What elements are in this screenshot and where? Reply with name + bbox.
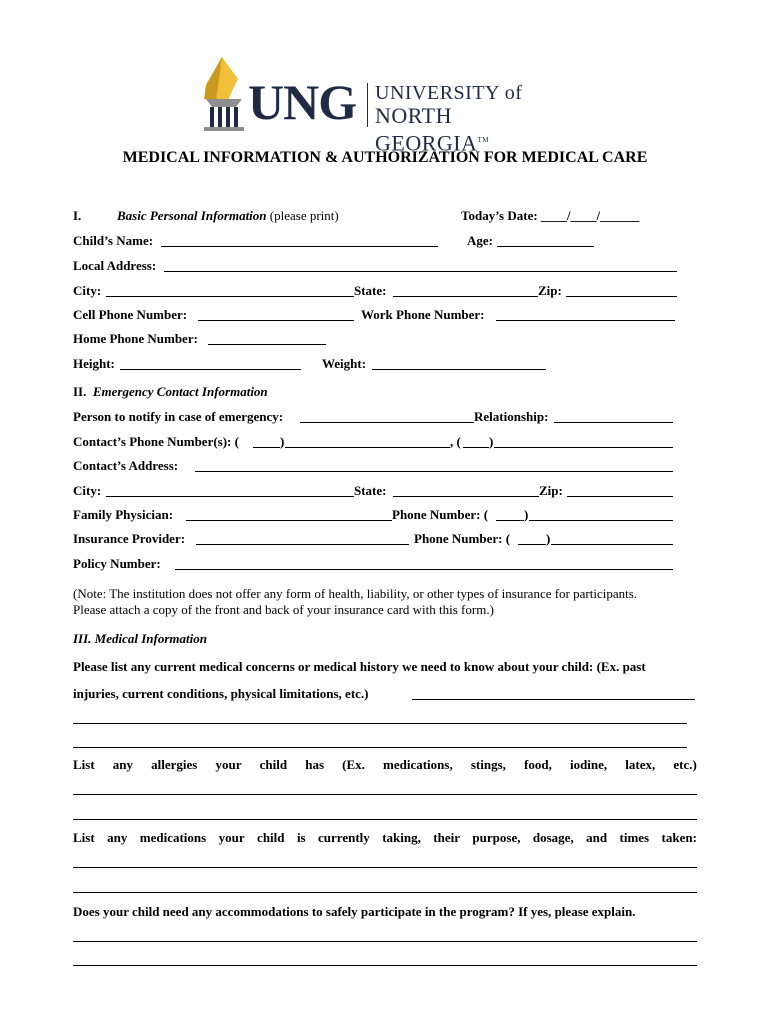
medications-prompt-word: is <box>296 830 306 845</box>
allergies-prompt-word: stings, <box>470 757 506 772</box>
allergies-prompt-word: (Ex. <box>342 757 365 772</box>
insurance-phone-label: Phone Number: ( <box>414 531 511 546</box>
insurance-provider-field[interactable] <box>196 544 409 545</box>
relationship-label: Relationship: <box>474 409 549 424</box>
physician-phone-area[interactable] <box>496 520 524 521</box>
accommodations-field-2[interactable] <box>73 965 697 966</box>
age-label: Age: <box>467 233 493 248</box>
childs-name-label: Child’s Name: <box>73 233 154 248</box>
cell-phone-field[interactable] <box>198 320 354 321</box>
allergies-prompt-word: List <box>73 757 95 772</box>
contact-state-label: State: <box>354 483 387 498</box>
zip-label: Zip: <box>538 283 562 298</box>
accommodations-prompt: Does your child need any accommodations to safely participate in the program? If yes, please explain. <box>73 904 636 919</box>
allergies-prompt-word: iodine, <box>569 757 608 772</box>
medications-prompt-word: any <box>107 830 128 845</box>
height-field[interactable] <box>120 369 301 370</box>
contact-phone-2-field[interactable] <box>494 447 673 448</box>
medications-prompt-word: currently <box>318 830 370 845</box>
childs-name-field[interactable] <box>161 246 438 247</box>
family-physician-field[interactable] <box>186 520 392 521</box>
medical-concerns-field-2[interactable] <box>73 723 687 724</box>
section-2-heading: II. Emergency Contact Information <box>73 384 268 399</box>
allergies-prompt-word: food, <box>524 757 552 772</box>
allergies-prompt-word: child <box>259 757 288 772</box>
form-title: MEDICAL INFORMATION & AUTHORIZATION FOR MEDICAL CARE <box>122 149 648 166</box>
weight-label: Weight: <box>322 356 367 371</box>
relationship-field[interactable] <box>554 422 673 423</box>
paren-close: ) <box>489 434 494 449</box>
state-field[interactable] <box>393 296 538 297</box>
medications-prompt-word: medications <box>139 830 207 845</box>
physician-phone-field[interactable] <box>529 520 673 521</box>
age-field[interactable] <box>497 246 594 247</box>
medications-prompt-word: your <box>218 830 245 845</box>
medications-prompt-word: List <box>73 830 95 845</box>
allergies-prompt-word: allergies <box>151 757 198 772</box>
paren-close: ) <box>280 434 285 449</box>
emergency-person-label: Person to notify in case of emergency: <box>73 409 284 424</box>
medical-concerns-field-1[interactable] <box>412 699 695 700</box>
contact-city-field[interactable] <box>106 496 354 497</box>
medications-prompt-word: times <box>619 830 650 845</box>
policy-number-field[interactable] <box>175 569 673 570</box>
medications-prompt-word: taken: <box>661 830 697 845</box>
contact-phone-label: Contact’s Phone Number(s): ( <box>73 434 239 449</box>
contact-zip-label: Zip: <box>539 483 563 498</box>
allergies-prompt-word: medications, <box>383 757 453 772</box>
allergies-prompt-word: has <box>305 757 325 772</box>
allergies-prompt <box>73 757 697 773</box>
logo-line1: UNIVERSITY of <box>375 82 523 104</box>
insurance-phone-area[interactable] <box>518 544 546 545</box>
medications-prompt-word: and <box>586 830 608 845</box>
physician-phone-label: Phone Number: ( <box>392 507 489 522</box>
medications-prompt-word: child <box>257 830 285 845</box>
contact-phone-area-2[interactable] <box>463 447 489 448</box>
logo-line2: NORTH GEORGIA™ <box>375 103 489 156</box>
work-phone-label: Work Phone Number: <box>361 307 485 322</box>
university-logo <box>200 55 570 156</box>
section-1-heading: Basic Personal Information (please print) <box>117 208 339 223</box>
medications-field-1[interactable] <box>73 867 697 868</box>
state-label: State: <box>354 283 387 298</box>
medications-prompt <box>73 830 697 846</box>
insurance-phone-field[interactable] <box>551 544 673 545</box>
local-address-field[interactable] <box>164 271 677 272</box>
paren-close: ) <box>524 507 529 522</box>
zip-field[interactable] <box>566 296 677 297</box>
paren-close: ) <box>546 531 551 546</box>
height-label: Height: <box>73 356 115 371</box>
work-phone-field[interactable] <box>496 320 675 321</box>
allergies-field-2[interactable] <box>73 819 697 820</box>
policy-number-label: Policy Number: <box>73 556 161 571</box>
city-label: City: <box>73 283 102 298</box>
section-3-heading: III. Medical Information <box>73 631 207 646</box>
cell-phone-label: Cell Phone Number: <box>73 307 188 322</box>
medical-concerns-prompt-line2: injuries, current conditions, physical limitations, etc.) <box>73 686 369 701</box>
family-physician-label: Family Physician: <box>73 507 174 522</box>
allergies-prompt-word: etc.) <box>673 757 697 772</box>
insurance-note-line1: (Note: The institution does not offer any form of health, liability, or other types of insurance for participants. <box>73 586 638 601</box>
medications-prompt-word: taking, <box>382 830 421 845</box>
contact-zip-field[interactable] <box>567 496 673 497</box>
medical-concerns-prompt-line1: Please list any current medical concerns or medical history we need to know about your child: (Ex. past <box>73 659 646 674</box>
logo-divider <box>367 83 368 127</box>
home-phone-label: Home Phone Number: <box>73 331 198 346</box>
allergies-prompt-word: any <box>112 757 134 772</box>
medications-prompt-word: dosage, <box>532 830 574 845</box>
allergies-field-1[interactable] <box>73 794 697 795</box>
emergency-person-field[interactable] <box>300 422 474 423</box>
todays-date-field[interactable]: Today’s Date: ____/____/______ <box>461 208 640 223</box>
comma-paren-open: , ( <box>450 434 461 449</box>
medical-concerns-field-3[interactable] <box>73 747 687 748</box>
medications-prompt-word: purpose, <box>472 830 521 845</box>
local-address-label: Local Address: <box>73 258 157 273</box>
allergies-prompt-word: your <box>215 757 242 772</box>
insurance-provider-label: Insurance Provider: <box>73 531 186 546</box>
logo-wordmark: UNG <box>248 74 357 130</box>
medications-prompt-word: their <box>433 830 460 845</box>
contact-phone-1-field[interactable] <box>285 447 450 448</box>
allergies-prompt-word: latex, <box>625 757 656 772</box>
contact-phone-area-1[interactable] <box>253 447 280 448</box>
section-1-number: I. <box>73 208 82 223</box>
home-phone-field[interactable] <box>208 344 326 345</box>
city-field[interactable] <box>106 296 354 297</box>
insurance-note-line2: Please attach a copy of the front and back of your insurance card with this form.) <box>73 602 494 617</box>
contact-address-label: Contact’s Address: <box>73 458 179 473</box>
contact-address-field[interactable] <box>195 471 673 472</box>
torch-icon <box>200 55 248 133</box>
contact-city-label: City: <box>73 483 102 498</box>
weight-field[interactable] <box>372 369 546 370</box>
accommodations-field-1[interactable] <box>73 941 697 942</box>
contact-state-field[interactable] <box>393 496 539 497</box>
medications-field-2[interactable] <box>73 892 697 893</box>
